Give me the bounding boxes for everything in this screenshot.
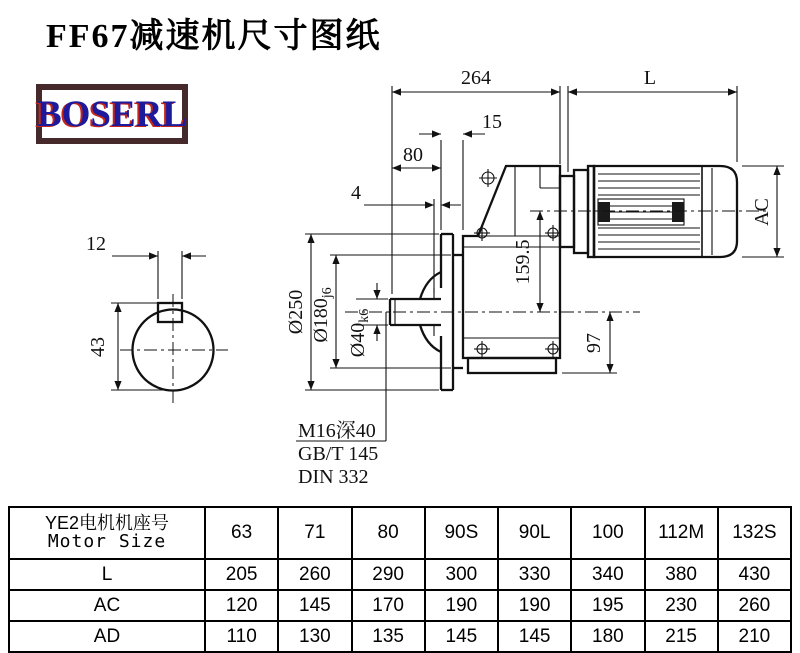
- row-label: AD: [9, 621, 205, 652]
- table-cell: 300: [425, 559, 498, 590]
- dim-label-4: 4: [351, 182, 361, 204]
- side-view: [345, 166, 770, 390]
- dim-label-spigot: $Ø180_{j6}$: [310, 287, 335, 343]
- header-cn: YE2电机机座号: [44, 513, 170, 534]
- table-cell: 330: [498, 559, 571, 590]
- table-cell: 290: [352, 559, 425, 590]
- header-en: Motor Size: [47, 531, 167, 552]
- table-cell: 215: [645, 621, 718, 652]
- dim-label-159-5: 159.5: [512, 239, 534, 285]
- table-row-L: [9, 559, 791, 590]
- row-label: AC: [9, 590, 205, 621]
- table-cell: 195: [571, 590, 644, 621]
- dim-key-width: [86, 233, 206, 299]
- table-row-AC: [9, 590, 791, 621]
- row-label: L: [9, 559, 205, 590]
- table-cell: 120: [205, 590, 278, 621]
- page-title: FF67减速机尺寸图纸: [46, 18, 382, 55]
- col-header: 63: [205, 507, 278, 559]
- table-cell: 380: [645, 559, 718, 590]
- table-cell: 260: [278, 559, 351, 590]
- table-cell: 190: [498, 590, 571, 621]
- table-cell: 145: [278, 590, 351, 621]
- table-cell: 210: [718, 621, 791, 652]
- boserl-logo-text: BOSERL: [36, 93, 188, 135]
- col-header: 132S: [718, 507, 791, 559]
- dim-label-12: 12: [86, 233, 106, 255]
- col-header: 112M: [645, 507, 718, 559]
- note-tap-hole: M16深40: [298, 420, 376, 442]
- dim-label-264: 264: [461, 67, 491, 89]
- dim-label-flange-od: Ø250: [285, 289, 307, 335]
- col-header: 90L: [498, 507, 571, 559]
- table-cell: 180: [571, 621, 644, 652]
- dim-label-L: L: [643, 67, 657, 89]
- note-gbt: GB/T 145: [298, 443, 379, 465]
- table-cell: 230: [645, 590, 718, 621]
- table-cell: 130: [278, 621, 351, 652]
- table-header-cell: [9, 507, 205, 559]
- table-cell: 110: [205, 621, 278, 652]
- motor-size-table: [8, 506, 792, 653]
- dim-label-AC: AC: [751, 198, 773, 226]
- table-cell: 340: [571, 559, 644, 590]
- dim-label-43: 43: [87, 337, 109, 357]
- table-cell: 145: [498, 621, 571, 652]
- col-header: 100: [571, 507, 644, 559]
- table-row-AD: [9, 621, 791, 652]
- dim-key-height: [87, 303, 166, 390]
- table-header-row: [9, 507, 791, 559]
- dim-label-97: 97: [583, 333, 605, 353]
- dim-label-80: 80: [403, 144, 423, 166]
- note-din: DIN 332: [298, 466, 369, 488]
- table-cell: 430: [718, 559, 791, 590]
- table-cell: 170: [352, 590, 425, 621]
- dimensions: [285, 67, 784, 488]
- table-cell: 260: [718, 590, 791, 621]
- table-cell: 145: [425, 621, 498, 652]
- shaft-section-view: [86, 233, 228, 406]
- dim-label-shaft: $Ø40_{k6}$: [347, 308, 372, 358]
- col-header: 90S: [425, 507, 498, 559]
- table-cell: 135: [352, 621, 425, 652]
- col-header: 71: [278, 507, 351, 559]
- table-cell: 190: [425, 590, 498, 621]
- col-header: 80: [352, 507, 425, 559]
- dim-label-15: 15: [482, 111, 502, 133]
- table-cell: 205: [205, 559, 278, 590]
